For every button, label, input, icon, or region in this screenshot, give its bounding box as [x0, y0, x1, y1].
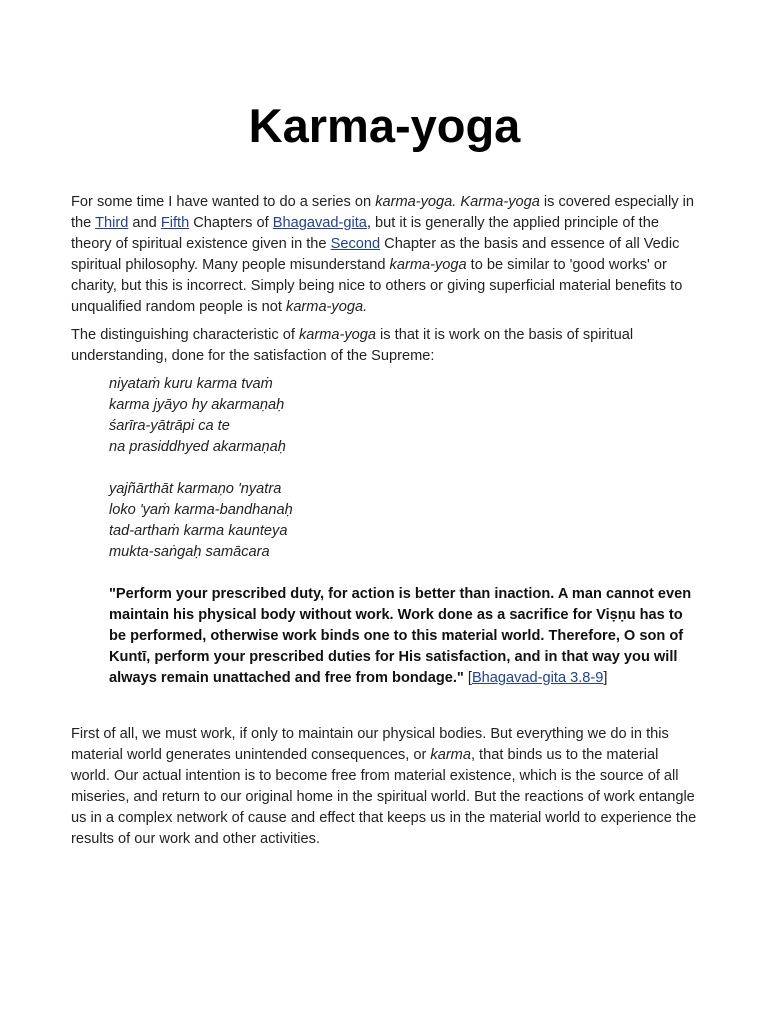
- link-verse-reference[interactable]: Bhagavad-gita 3.8-9: [471, 670, 604, 686]
- verse-line: tad-arthaṁ karma kaunteya: [109, 523, 288, 539]
- verse-translation: [109, 584, 698, 689]
- link-second-chapter[interactable]: Second: [330, 236, 381, 252]
- text-span: For some time I have wanted to do a series on: [71, 194, 376, 210]
- text-span: is that it is work on the basis of spiritual understanding, done for the satisfaction of the Supreme:: [71, 327, 634, 364]
- link-third-chapter[interactable]: Third: [95, 215, 129, 231]
- verse-line: karma jyāyo hy akarmaṇaḥ: [109, 397, 285, 413]
- verse-line: śarīra-yātrāpi ca te: [109, 418, 230, 434]
- verse-line: mukta-saṅgaḥ samācara: [109, 544, 270, 560]
- text-span: First of all, we must work, if only to maintain our physical bodies. But everything we do in this material world generates unintended consequences, or: [71, 726, 669, 763]
- sanskrit-verse: [109, 374, 698, 563]
- text-span: to be similar to 'good works' or charity, but this is incorrect. Simply being nice to others or giving superficial material benefits to unqualified random people is not: [71, 257, 683, 315]
- text-span: and: [128, 215, 161, 231]
- intro-paragraph: [71, 192, 698, 318]
- link-bhagavad-gita[interactable]: Bhagavad-gita: [272, 215, 367, 231]
- text-span: , but it is generally the applied principle of the theory of spiritual existence given in the: [71, 215, 659, 252]
- text-span: The distinguishing characteristic of: [71, 327, 299, 343]
- text-span: , that binds us to the material world. Our actual intention is to become free from material existence, which is the source of all miseries, and return to our original home in the spiritual world. But the reactions of work entangle us in a complex network of cause and effect that keeps us in the material world to experience the results of our work and other activities.: [71, 747, 697, 847]
- verse-line: niyataṁ kuru karma tvaṁ: [109, 376, 273, 392]
- text-span: Chapters of: [189, 215, 273, 231]
- text-span: Chapter as the basis and essence of all Vedic spiritual philosophy. Many people misunderstand: [71, 236, 680, 273]
- bracket-close: ]: [603, 670, 608, 686]
- verse-line: loko 'yaṁ karma-bandhanaḥ: [109, 502, 293, 518]
- link-fifth-chapter[interactable]: Fifth: [160, 215, 190, 231]
- work-paragraph: [71, 724, 698, 850]
- italic-term: karma-yoga: [389, 257, 467, 273]
- verse-spacer: [109, 458, 698, 479]
- translation-text: "Perform your prescribed duty, for action is better than inaction. A man cannot even maintain his physical body without work. Work done as a sacrifice for Viṣṇu has to be performed, otherwise work binds one to this material world. Therefore, O son of Kuntī, perform your prescribed duties for His satisfaction, and in that way you will always remain unattached and free from bondage.": [109, 586, 692, 686]
- verse-line: yajñārthāt karmaṇo 'nyatra: [109, 481, 282, 497]
- italic-term: karma: [430, 747, 471, 763]
- text-span: is covered especially in the: [71, 194, 694, 231]
- bracket-open: [: [463, 670, 472, 686]
- characteristic-paragraph: [71, 325, 698, 367]
- italic-term: karma-yoga: [298, 327, 376, 343]
- italic-term: karma-yoga.: [286, 299, 368, 315]
- italic-term: karma-yoga. Karma-yoga: [375, 194, 540, 210]
- page-title: Karma-yoga: [248, 99, 521, 152]
- verse-line: na prasiddhyed akarmaṇaḥ: [109, 439, 286, 455]
